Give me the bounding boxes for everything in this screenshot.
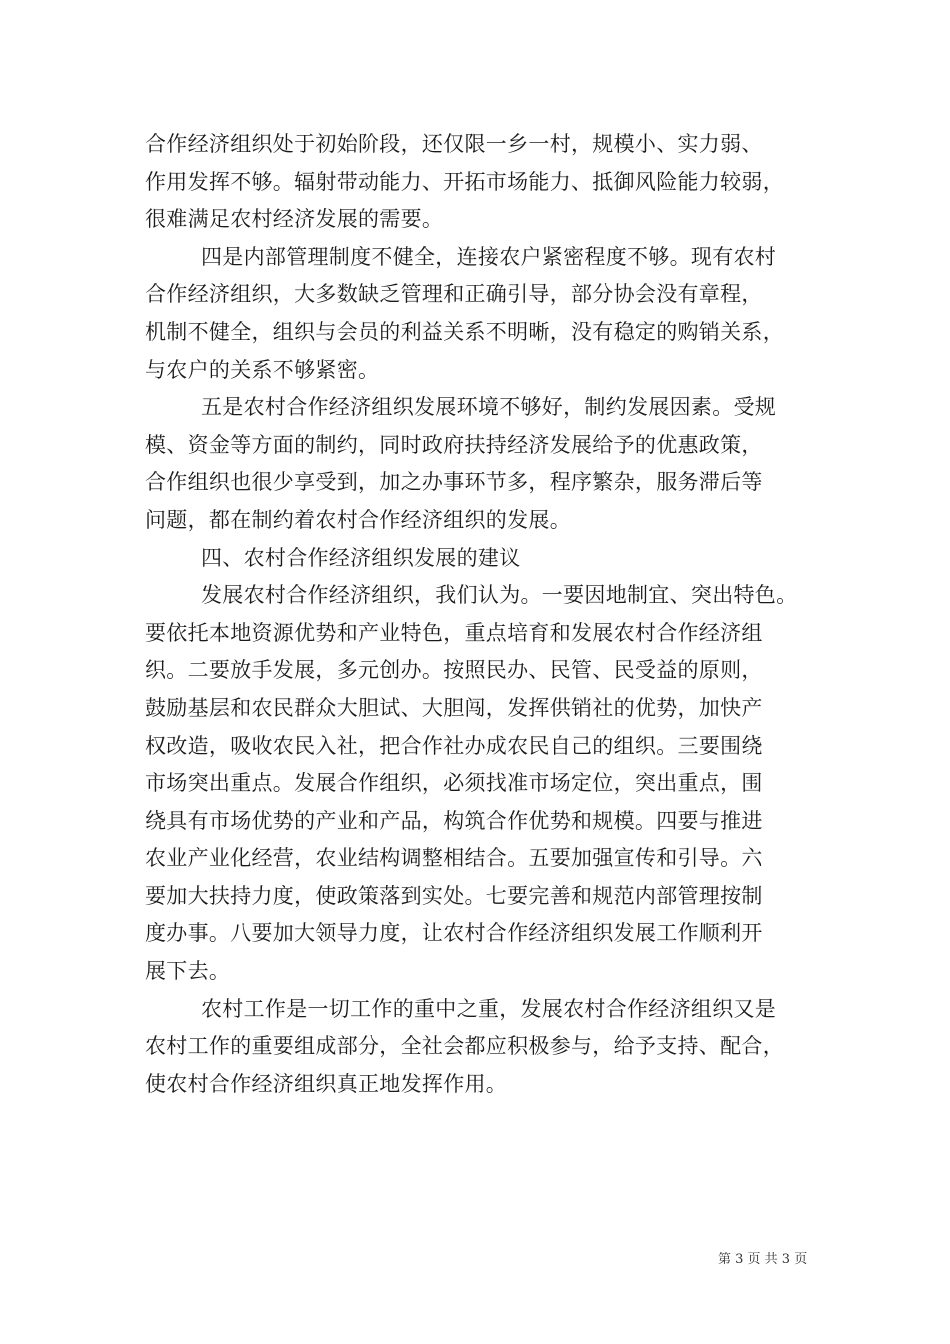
- text-line: 使农村合作经济组织真正地发挥作用。: [145, 1071, 508, 1096]
- page-number-footer: 第 3 页 共 3 页: [718, 1252, 808, 1267]
- paragraph-start-line: 发展农村合作经济组织，我们认为。一要因地制宜、突出特色。: [201, 583, 798, 608]
- text-line: 绕具有市场优势的产业和产品，构筑合作优势和规模。四要与推进: [145, 808, 763, 833]
- text-line: 问题，都在制约着农村合作经济组织的发展。: [145, 507, 571, 532]
- text-line: 织。二要放手发展，多元创办。按照民办、民管、民受益的原则，: [145, 658, 763, 683]
- text-line: 度办事。八要加大领导力度，让农村合作经济组织发展工作顺利开: [145, 921, 763, 946]
- text-line: 展下去。: [145, 959, 231, 984]
- paragraph-start-line: 四是内部管理制度不健全，连接农户紧密程度不够。现有农村: [201, 244, 777, 269]
- text-line: 很难满足农村经济发展的需要。: [145, 207, 444, 232]
- text-line: 合作经济组织，大多数缺乏管理和正确引导，部分协会没有章程，: [145, 282, 763, 307]
- text-line: 合作组织也很少享受到，加之办事环节多，程序繁杂，服务滞后等: [145, 470, 763, 495]
- body-text: [145, 126, 825, 1103]
- text-line: 模、资金等方面的制约，同时政府扶持经济发展给予的优惠政策，: [145, 432, 763, 457]
- text-line: 机制不健全，组织与会员的利益关系不明晰，没有稳定的购销关系，: [145, 319, 784, 344]
- text-line: 与农户的关系不够紧密。: [145, 357, 380, 382]
- section-heading: 四、农村合作经济组织发展的建议: [201, 545, 521, 570]
- text-line: 农业产业化经营，农业结构调整相结合。五要加强宣传和引导。六: [145, 846, 763, 871]
- text-line: 市场突出重点。发展合作组织，必须找准市场定位，突出重点，围: [145, 771, 763, 796]
- text-line: 要依托本地资源优势和产业特色，重点培育和发展农村合作经济组: [145, 620, 763, 645]
- text-line: 权改造，吸收农民入社，把合作社办成农民自己的组织。三要围绕: [145, 733, 763, 758]
- text-line: 作用发挥不够。辐射带动能力、开拓市场能力、抵御风险能力较弱，: [145, 169, 784, 194]
- text-line: 合作经济组织处于初始阶段，还仅限一乡一村，规模小、实力弱、: [145, 132, 763, 156]
- text-line: 农村工作的重要组成部分，全社会都应积极参与，给予支持、配合，: [145, 1034, 784, 1059]
- text-line: 要加大扶持力度，使政策落到实处。七要完善和规范内部管理按制: [145, 883, 763, 908]
- text-line: 鼓励基层和农民群众大胆试、大胆闯，发挥供销社的优势，加快产: [145, 695, 763, 720]
- paragraph-start-line: 五是农村合作经济组织发展环境不够好，制约发展因素。受规: [201, 395, 777, 420]
- paragraph-start-line: 农村工作是一切工作的重中之重，发展农村合作经济组织又是: [201, 996, 777, 1021]
